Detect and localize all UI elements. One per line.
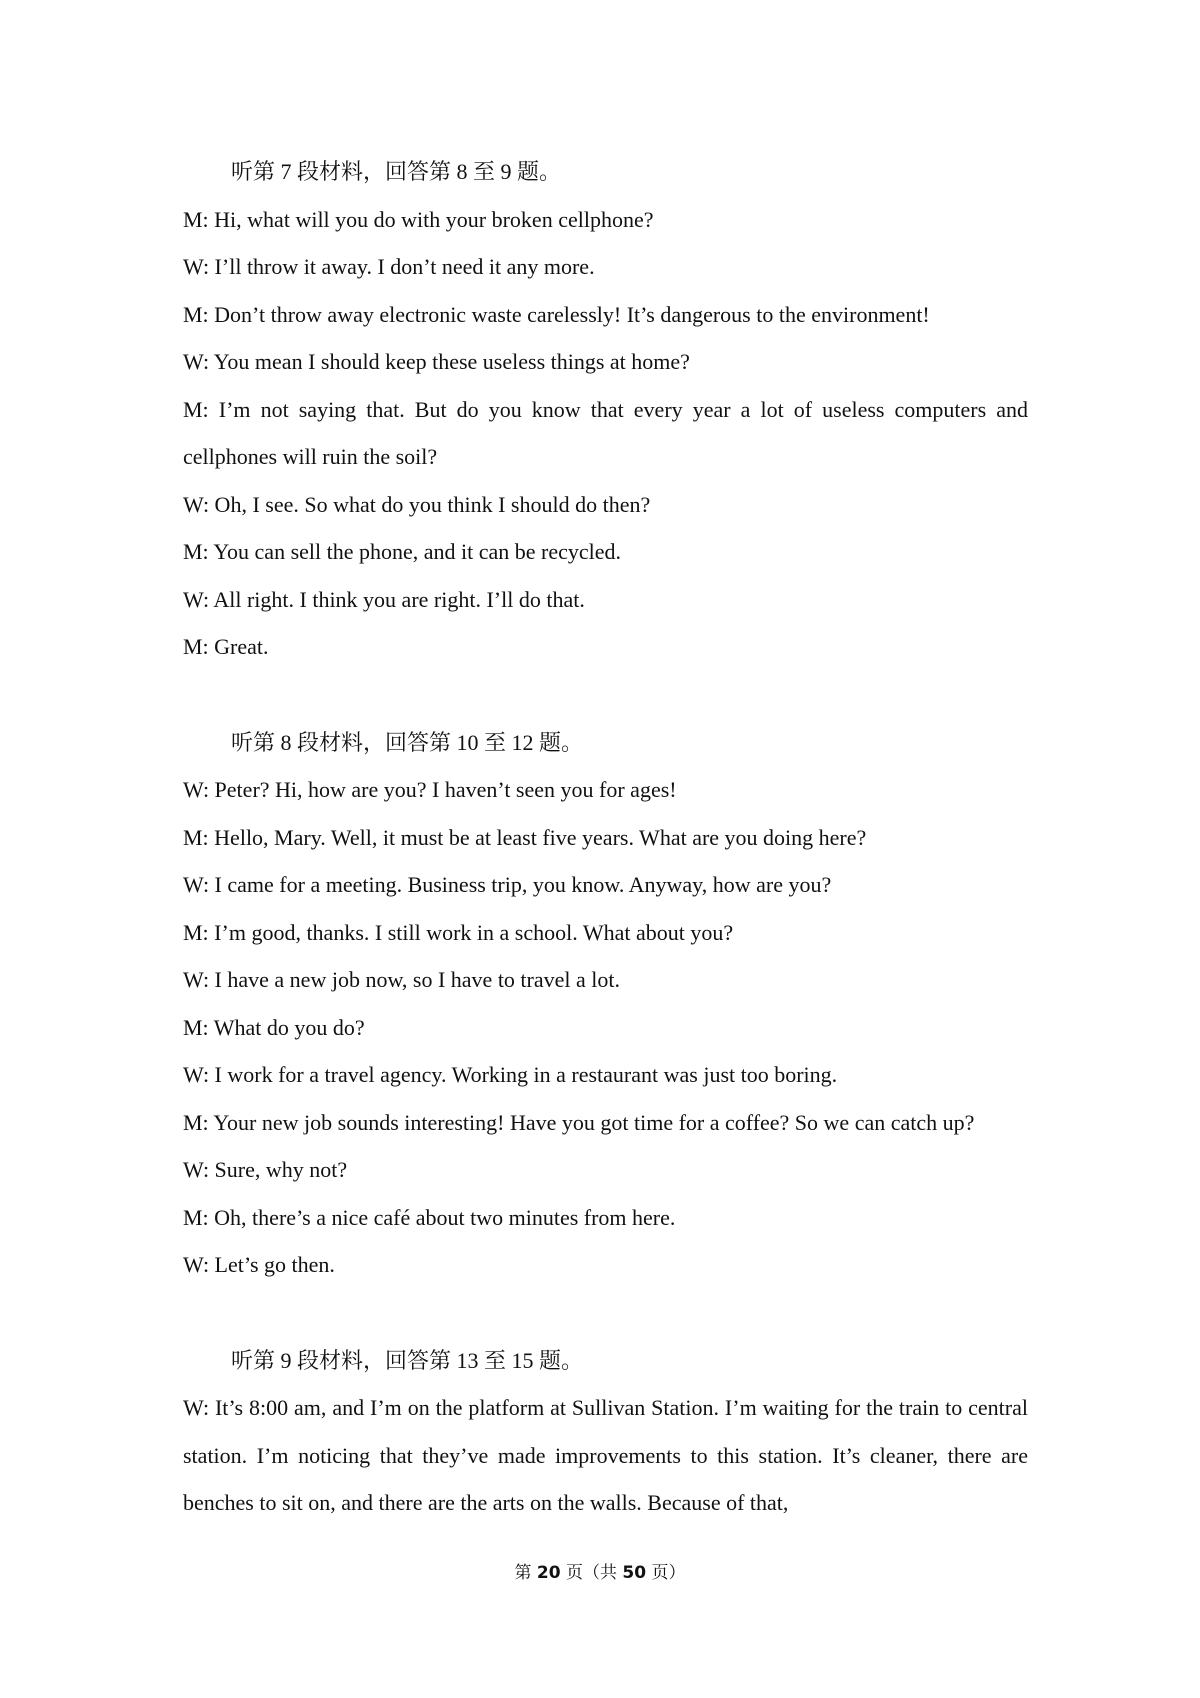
footer-total-pages: 50 (622, 1563, 647, 1583)
dialogue-line: M: What do you do? (183, 1014, 365, 1040)
dialogue-line: W: I’ll throw it away. I don’t need it any more. (183, 254, 595, 279)
dialogue-line: M: Oh, there’s a nice café about two minutes from here. (183, 1204, 676, 1230)
dialogue-line: W: Let’s go then. (183, 1252, 335, 1277)
dialogue-section-9 (183, 1337, 1028, 1527)
dialogue-line: M: I’m good, thanks. I still work in a school. What about you? (183, 919, 734, 945)
dialogue-line: M: You can sell the phone, and it can be recycled. (183, 539, 622, 564)
dialogue-line: M: I’m not saying that. But do you know that every year a lot of useless computers and cellphones will ruin the soil? (183, 396, 1028, 469)
footer-prefix: 第 (514, 1563, 532, 1583)
dialogue-line: M: Hello, Mary. Well, it must be at least five years. What are you doing here? (183, 824, 867, 850)
dialogue-line: W: All right. I think you are right. I’ll do that. (183, 586, 585, 612)
dialogue-line: W: Oh, I see. So what do you think I should do then? (183, 491, 651, 517)
section-heading: 听第 8 段材料，回答第 10 至 12 题。 (231, 729, 584, 755)
dialogue-line: W: Peter? Hi, how are you? I haven’t seen you for ages! (183, 777, 677, 802)
dialogue-line: M: Great. (183, 634, 269, 659)
dialogue-section-8 (183, 719, 1028, 1289)
dialogue-line: M: Don’t throw away electronic waste carelessly! It’s dangerous to the environment! (183, 301, 930, 327)
section-heading: 听第 7 段材料，回答第 8 至 9 题。 (231, 159, 562, 184)
section-heading: 听第 9 段材料，回答第 13 至 15 题。 (231, 1347, 584, 1373)
dialogue-line: M: Your new job sounds interesting! Have you got time for a coffee? So we can catch up? (183, 1109, 975, 1135)
page-content (183, 148, 1028, 1527)
dialogue-line: W: I work for a travel agency. Working in a restaurant was just too boring. (183, 1062, 838, 1087)
footer-page-number: 20 (536, 1563, 561, 1583)
footer-middle: 页（共 (566, 1563, 617, 1583)
dialogue-line: M: Hi, what will you do with your broken cellphone? (183, 206, 654, 232)
dialogue-line: W: You mean I should keep these useless things at home? (183, 349, 690, 374)
page-footer (0, 1561, 1200, 1585)
dialogue-line: W: I came for a meeting. Business trip, you know. Anyway, how are you? (183, 872, 832, 897)
dialogue-line: W: It’s 8:00 am, and I’m on the platform at Sullivan Station. I’m waiting for the train to central station. I’m noticing that they’ve made improvements to this station. It’s cleaner, there are benches to sit on, and there are the arts on the walls. Because of that, (183, 1395, 1028, 1515)
dialogue-line: W: I have a new job now, so I have to travel a lot. (183, 967, 621, 992)
footer-suffix: 页） (651, 1563, 686, 1583)
dialogue-section-7 (183, 148, 1028, 671)
dialogue-line: W: Sure, why not? (183, 1157, 348, 1182)
